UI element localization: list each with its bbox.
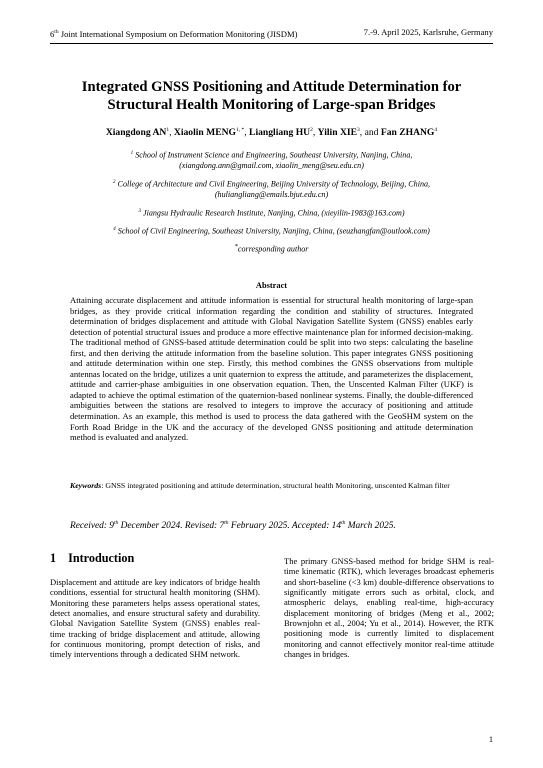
section-heading — [50, 551, 134, 566]
author-name: Xiaolin MENG — [173, 127, 236, 139]
affiliation: $^4$ School of Civil Engineering, Southeast University, Nanjing, China, (seuzhangfan@outlook.com) — [113, 226, 430, 236]
paper-title — [40, 79, 503, 114]
author-name: Liangliang HU — [249, 127, 311, 139]
conference-location-date: 7.-9. April 2025, Karlsruhe, Germany — [363, 27, 493, 37]
author-affil-sup: 3 — [357, 127, 360, 133]
body-column-left: Displacement and attitude are key indicators of bridge health conditions, essential for structural health monitoring (SHM). Monitoring these parameters helps assess operational states, detect anomalies, and ensure structural safety and durability. Global Navigation Satellite System (GNSS) enables real-time tracking of bridge displacement and attitude, allowing for continuous monitoring, prompt detection of risks, and timely interventions through a dedicated SHM network. — [50, 577, 260, 660]
affiliation: $^1$ School of Instrument Science and Engineering, Southeast University, Nanjing, China, (xiangdong.ann@gmail.com, xiaolin_meng@seu.edu.cn) — [130, 150, 413, 171]
title-line-1: Integrated GNSS Positioning and Attitude Determination for — [81, 79, 462, 95]
abstract-text: Attaining accurate displacement and attitude information is essential for structural health monitoring of large-span bridges, as they provide critical information regarding the condition and stability of structures. Integrated determination of bridges displacement and attitude with Global Navigation Satellite System (GNSS) enables early detection of potential structural issues and produce a more effective maintenance plan for informed decision-making. The traditional method of GNSS-based attitude determination could be split into two steps: calculating the baseline first, and then deriving the attitude information from the baseline solution. This paper integrates GNSS positioning and attitude determination within one step. Firstly, this method combines the GNSS observations from multiple antennas located on the bridge, utilizes a unit quaternion to express the attitude, and parameterizes the displacement, attitude and carrier-phase ambiguities in one observation equation. Then, the Unscented Kalman Filter (UKF) is adapted to achieve the optimal estimation of the quaternion-based nonlinear systems. Finally, the double-differenced ambiguities between the stations are resolved to integers to improve the accuracy of positioning and attitude determination. As an example, this method is used to process the data gathered with the GeoSHM system on the Forth Road Bridge in the UK and the accuracy of the developed GNSS positioning and attitude determination method is evaluated and analyzed. — [70, 295, 473, 443]
keywords — [70, 481, 473, 491]
author-name: Yilin XIE — [317, 127, 358, 139]
section-number: 1 — [50, 551, 57, 565]
author-affil-sup: 2 — [310, 127, 313, 133]
author-list: Xiangdong $AN^1$, Xiaolin $MENG^{1, *}$, Liangliang $HU^2$, Yilin XIE$^3$, and Fan ZHANG$^4$ — [105, 127, 438, 139]
author-name: Xiangdong AN — [105, 127, 167, 139]
author-affil-sup: 1 — [166, 127, 170, 133]
title-line-2: Structural Health Monitoring of Large-span Bridges — [107, 96, 436, 113]
conference-name: 6th Joint International Symposium on Deformation Monitoring (JISDM) — [50, 28, 298, 39]
author-name: Fan ZHANG — [380, 127, 435, 139]
submission-dates: Received: 9th December 2024. Revised: 7th February 2025. Accepted: 14th March 2025. — [70, 520, 396, 532]
affiliation: $^2$ College of Architecture and Civil Engineering, Beijing University of Technology, Beijing, China, (huliangliang@emails.bjut.edu.cn) — [112, 178, 431, 200]
author-affil-sup: 1, * — [236, 127, 245, 133]
corresponding-author-note: *corresponding author — [234, 243, 309, 254]
affiliation: $^3$ Jiangsu Hydraulic Research Institute, Nanjing, China, (xieyilin-1983@163.com) — [138, 207, 405, 218]
affiliations — [55, 148, 488, 256]
body-column-right: The primary GNSS-based method for bridge SHM is real-time kinematic (RTK), which leverages broadcast ephemeris and short-baseline (<3 km) double-difference observations to significantly mitigate errors such as orbital, clock, and atmospheric delays, enabling real-time, high-accuracy displacement monitoring of bridges (Meng et al., 2002; Brownjohn et al., 2004; Yu et al., 2014). However, the RTK positioning mode is currently limited to displacement monitoring and cannot effectively monitor real-time attitude changes in bridges. — [284, 556, 494, 660]
keywords-text: : GNSS integrated positioning and attitude determination, structural health Monitoring, unscented Kalman filter — [101, 481, 450, 490]
section-title: Introduction — [68, 551, 135, 565]
page-number: 1 — [488, 735, 493, 744]
keywords-label: Keywords — [70, 481, 102, 490]
author-affil-sup: 4 — [434, 127, 438, 133]
abstract-heading: Abstract — [255, 281, 288, 290]
running-header — [50, 27, 493, 44]
